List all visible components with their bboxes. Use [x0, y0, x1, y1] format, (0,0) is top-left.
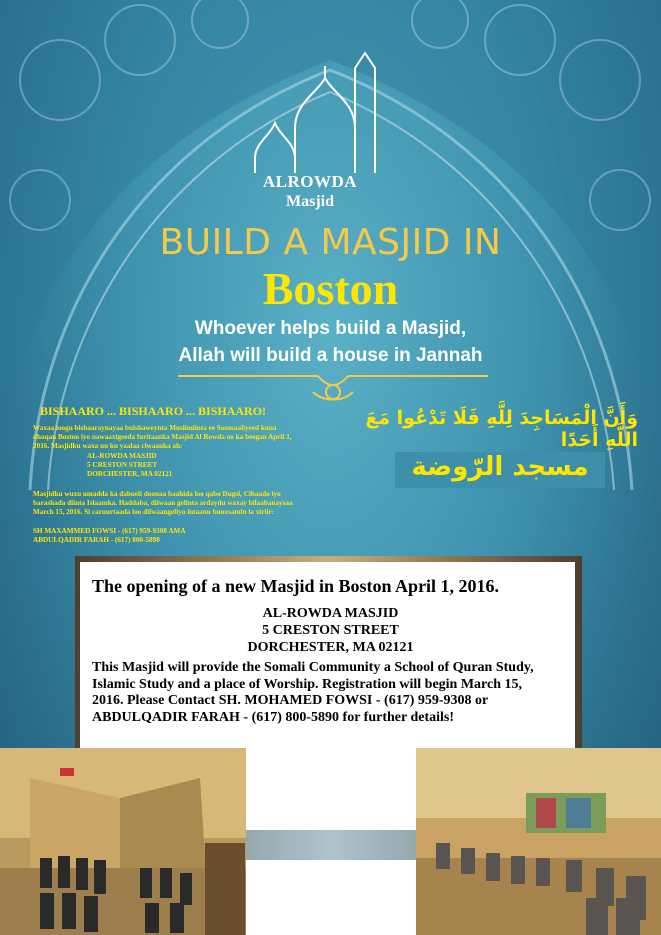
- announcement-body-line: Islamic Study and a place of Worship. Registration will begin March 15,: [92, 676, 523, 692]
- announcement-body-line: This Masjid will provide the Somali Community a School of Quran Study,: [92, 660, 534, 675]
- announcement-body-line: ABDULQADIR FARAH - (617) 800-5890 for further details!: [92, 709, 455, 725]
- tagline-line-2: Allah will build a house in Jannah: [178, 345, 483, 366]
- headline: BUILD A MASJID IN: [159, 222, 502, 263]
- logo-name: ALROWDA: [262, 172, 358, 191]
- somali-address-line: DORCHESTER, MA 02121: [87, 470, 173, 478]
- somali-text-line: 2016. Masjidku waxa uu ku yaalaa ciwaanka ah:: [33, 442, 183, 450]
- tagline-line-1: Whoever helps build a Masjid,: [194, 318, 467, 339]
- somali-contact-line: ABDULQADIR FARAH - (617) 800-5890: [33, 536, 160, 544]
- somali-text-line: Waxaa loogu bishaaraynayaa bulshaweynta Muslimiinta ee Soomaaliyeed kuna: [33, 424, 277, 432]
- logo-subtitle: Masjid: [286, 193, 334, 210]
- mosque-logo-icon: [245, 48, 385, 178]
- somali-text-line: Masjidku wuxu umadda ka dabooli doonaa baahida loo qabo Dugsi, Cibaado iyo: [33, 490, 281, 498]
- gold-divider-ornament: [168, 368, 498, 404]
- somali-text-line: barashada diinta Islaamka. Haddaba, diiwaan gelinta ardaydu waxay bilaabanaysaa: [33, 499, 293, 507]
- arabic-verse: وَأَنَّ الْمَسَاجِدَ لِلَّهِ فَلَا تَدْعُوا مَعَ اللَّهِ أَحَدًا: [365, 407, 638, 451]
- announcement-title: The opening of a new Masjid in Boston April 1, 2016.: [92, 576, 500, 596]
- masjid-interior-photo-left: [0, 748, 246, 935]
- somali-address-line: AL-ROWDA MASJID: [87, 452, 157, 460]
- somali-text-line: dhaqan Boston iyo nawaaxigeeda furitaanka Masjid Al Rowda oo ka beegan April 1,: [33, 433, 292, 441]
- somali-address-line: 5 CRESTON STREET: [87, 461, 158, 469]
- arabic-masjid-name: مسجد الرّوضة: [395, 452, 605, 488]
- city-title: Boston: [262, 263, 399, 314]
- announcement-address-line: 5 CRESTON STREET: [262, 623, 399, 638]
- frame-border: [246, 830, 416, 860]
- somali-contact-line: SH MAXAMMED FOWSI - (617) 959-9308 AMA: [33, 527, 186, 535]
- announcement-body-line: 2016. Please Contact SH. MOHAMED FOWSI - (617) 959-9308 or: [92, 693, 489, 708]
- announcement-address-line: DORCHESTER, MA 02121: [247, 640, 414, 655]
- masjid-interior-photo-right: [416, 748, 661, 935]
- somali-heading: BISHAARO ... BISHAARO ... BISHAARO!: [40, 404, 267, 418]
- somali-text-line: March 15, 2016. Si caruurtaada loo diiwaangeliyo intaanu buuxsamin la xiriir:: [33, 508, 275, 516]
- announcement-address-line: AL-ROWDA MASJID: [262, 606, 399, 621]
- announcement-body: [92, 660, 562, 726]
